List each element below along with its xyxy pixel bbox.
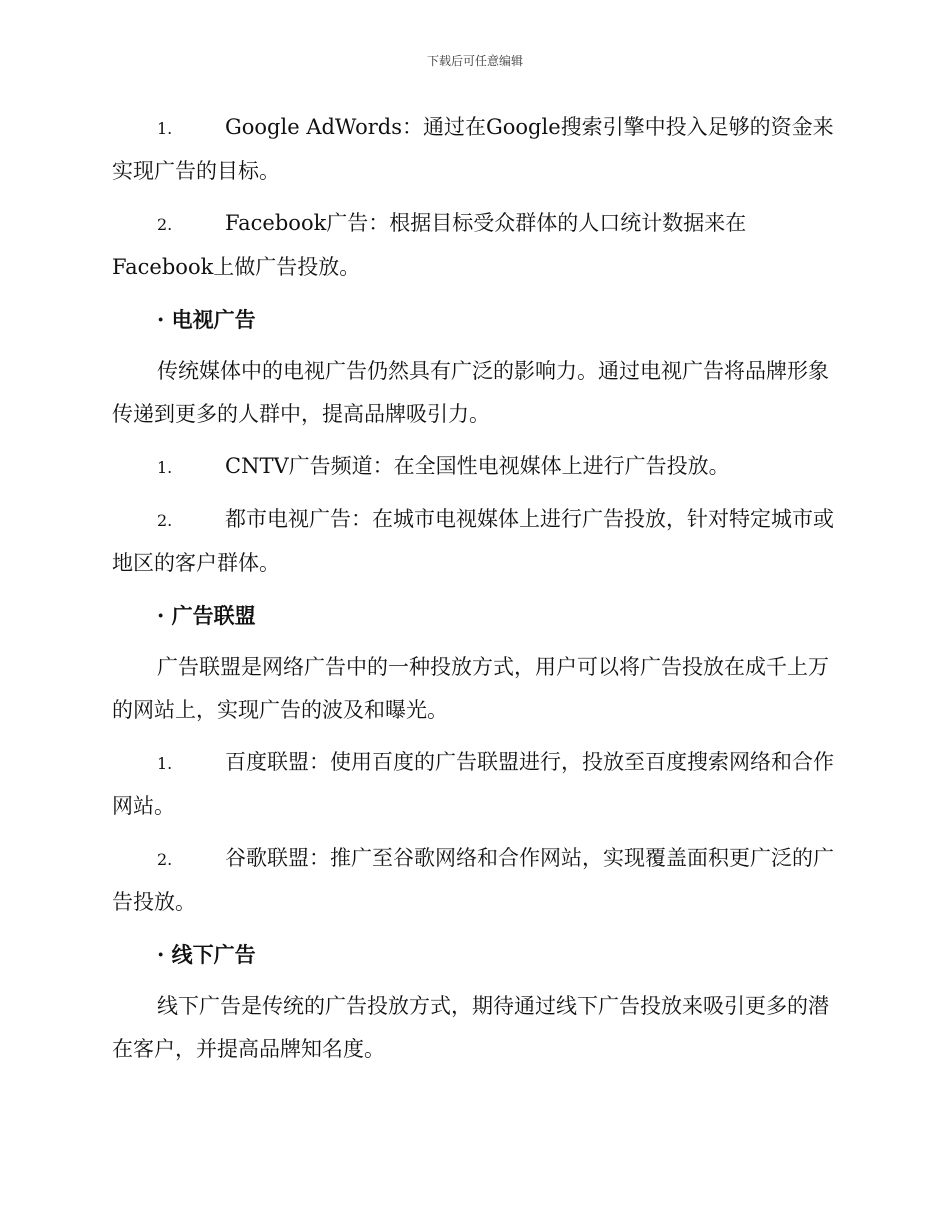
list-item-text: Google AdWords：通过在Google搜索引擎中投入足够的资金来实现广告的目标。	[112, 115, 834, 183]
list-number: 1.	[157, 119, 173, 138]
list-item-text: 都市电视广告：在城市电视媒体上进行广告投放，针对特定城市或地区的客户群体。	[112, 507, 834, 575]
list-number: 1.	[157, 754, 173, 773]
list-item-cntv	[112, 445, 834, 489]
list-item-text: 百度联盟：使用百度的广告联盟进行，投放至百度搜索网络和合作网站。	[112, 750, 834, 818]
list-number: 2.	[157, 850, 173, 869]
list-item-google-adwords	[112, 106, 834, 193]
document-body	[112, 106, 834, 1080]
list-item-text: Facebook广告：根据目标受众群体的人口统计数据来在Facebook上做广告投放。	[112, 211, 747, 279]
paragraph-ad-network: 广告联盟是网络广告中的一种投放方式，用户可以将广告投放在成千上万的网站上，实现广告的波及和曝光。	[112, 655, 829, 722]
list-number: 2.	[157, 511, 173, 530]
section-heading-ad-network: · 广告联盟	[157, 603, 256, 628]
page-header: 下载后可任意编辑	[426, 54, 523, 68]
list-item-baidu-union	[112, 741, 834, 828]
paragraph-offline-ads: 线下广告是传统的广告投放方式，期待通过线下广告投放来吸引更多的潜在客户，并提高品牌知名度。	[112, 994, 829, 1061]
section-heading-offline-ads: · 线下广告	[157, 942, 256, 967]
list-number: 1.	[157, 458, 173, 477]
list-item-text: CNTV广告频道：在全国性电视媒体上进行广告投放。	[225, 454, 730, 478]
list-item-google-union	[112, 837, 834, 924]
paragraph-tv-ads: 传统媒体中的电视广告仍然具有广泛的影响力。通过电视广告将品牌形象传递到更多的人群中，提高品牌吸引力。	[112, 359, 829, 426]
list-number: 2.	[157, 215, 173, 234]
list-item-text: 谷歌联盟：推广至谷歌网络和合作网站，实现覆盖面积更广泛的广告投放。	[112, 846, 834, 914]
section-heading-tv-ads: · 电视广告	[157, 307, 256, 332]
list-item-city-tv	[112, 498, 834, 585]
list-item-facebook-ads	[112, 202, 834, 289]
